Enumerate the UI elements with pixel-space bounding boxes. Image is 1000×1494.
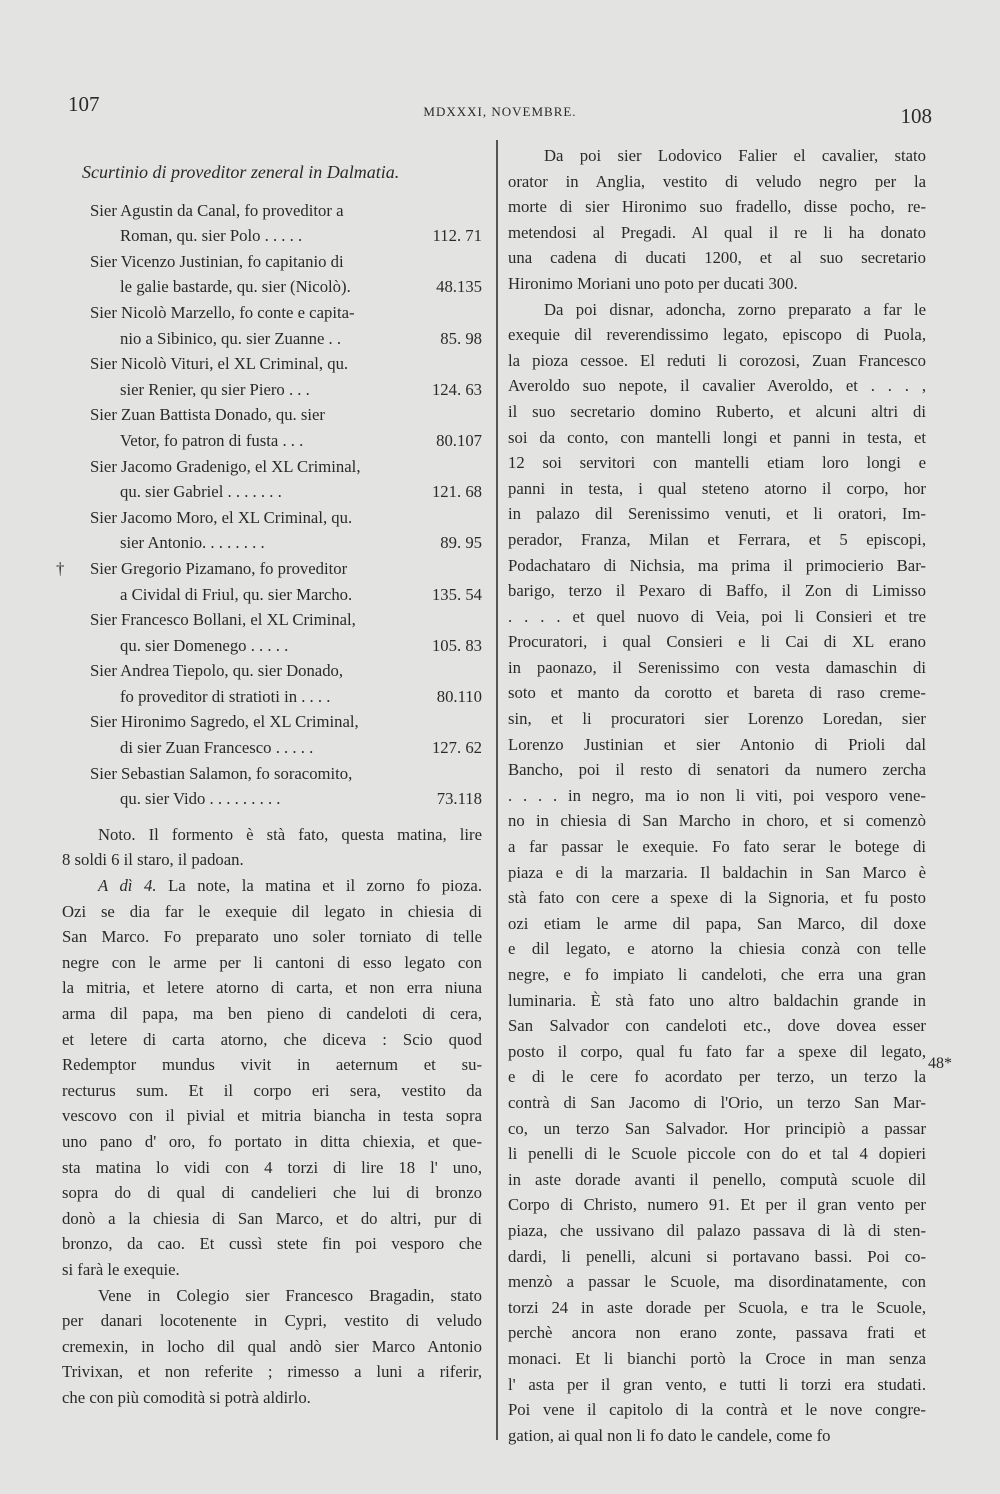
text-line: . . . . in negro, ma io non li viti, poi vesporo vene- (508, 785, 926, 805)
text-line: arma dil papa, ma ben pieno di candeloti di cera, (62, 1004, 482, 1023)
vote-count: 112. 71 (432, 226, 482, 246)
ballot-entry (62, 709, 482, 760)
text-line: in palazo dil Serenissimo venuti, et li oratori, Im- (508, 504, 926, 524)
text-line: li penelli di le Scuole piccole con do et tal 4 dopieri (508, 1144, 926, 1164)
candidate-name: Sier Francesco Bollani, el XL Criminal, (90, 610, 356, 630)
ballot-entry (56, 556, 482, 607)
vote-count: 80.110 (436, 686, 482, 706)
text-line: Vene in Colegio sier Francesco Bragadin, stato (98, 1285, 482, 1305)
candidate-detail: sier Antonio. . . . . . . . (120, 533, 265, 553)
vote-count: 121. 68 (431, 482, 482, 502)
vote-count: 89. 95 (440, 533, 482, 553)
text-line: perchè ancora non erano zonte, passava frati et (508, 1323, 926, 1343)
text-line: gation, ai qual non li fo dato le candele, come fo (508, 1425, 831, 1445)
vote-count: 127. 62 (431, 738, 482, 758)
text-line: che con più comodità si potrà aldirlo. (62, 1387, 311, 1407)
vote-count: 135. 54 (431, 584, 482, 604)
elected-mark: † (56, 558, 65, 578)
vote-count: 124. 63 (431, 379, 482, 399)
text-line: in aste dorade avanti il penello, computà scuole dil (508, 1169, 926, 1189)
text-line: Procuratori, i qual Consieri e li Cai di XL erano (508, 632, 926, 652)
text-line: la pioza cessoe. El reduti li corozosi, Zuan Francesco (508, 350, 926, 370)
text-line: morte di sier Hironimo suo fradello, disse pocho, re- (508, 197, 926, 217)
text-line: contrà di San Jacomo di l'Orio, un terzo San Mar- (508, 1092, 926, 1112)
ballot-entry (62, 658, 482, 709)
ballot-entry (62, 761, 482, 812)
text-line: San Marco. Fo preparato uno soler torniato di telle (62, 927, 482, 947)
ballot-entry (62, 454, 482, 505)
text-line: cremexin, in locho dil qual andò sier Marco Antonio (62, 1336, 482, 1356)
text-line: donò a la chiesia di San Marco, et do altri, pur di (62, 1208, 482, 1228)
vote-count: 80.107 (436, 430, 482, 450)
text-line: sopra do di qual di candelieri che lui di bronzo (62, 1183, 482, 1203)
text-line: piaza e di la marzaria. Il baldachin in San Marco è (508, 862, 926, 882)
text-line: Podachataro di Nichsia, ma prima il primocierio Bar- (508, 555, 926, 575)
text-line: soi da conto, con mantelli longi et panni in testa, et (508, 427, 926, 447)
candidate-name: Sier Sebastian Salamon, fo soracomito, (90, 763, 353, 783)
text-line: Ozi se dia far le exequie dil legato in chiesia di (62, 901, 482, 921)
text-line: la mitria, et letere atorno di carta, et non erra niuna (62, 978, 482, 998)
candidate-name: Sier Andrea Tiepolo, qu. sier Donado, (90, 661, 344, 681)
candidate-detail: Roman, qu. sier Polo . . . . . (120, 226, 303, 246)
text-line: Noto. Il formento è stà fato, questa matina, lire (98, 824, 482, 844)
text-line: il suo secretario domino Ruberto, et alcuni altri di (508, 401, 926, 421)
text-line: metendosi al Pregadi. Al qual il re li ha donato (508, 222, 926, 242)
falier-paragraph (508, 143, 926, 297)
ballot-entry (62, 249, 482, 300)
candidate-name: Sier Nicolò Marzello, fo conte e capita- (90, 302, 355, 322)
text-line: perador, Franza, Milan et Ferrara, et 5 episcopi, (508, 529, 926, 549)
right-column (508, 143, 926, 1448)
text-line: Redemptor mundus vivit in aeternum et su- (62, 1055, 482, 1075)
ballot-entry (62, 607, 482, 658)
vote-count: 48.135 (436, 277, 482, 297)
left-page-number: 107 (68, 92, 100, 116)
text-line: 12 soi servitori con mantelli etiam loro longi e (508, 453, 926, 473)
candidate-detail: nio a Sibinico, qu. sier Zuanne . . (120, 328, 342, 348)
candidate-detail: le galie bastarde, qu. sier (Nicolò). (120, 277, 351, 297)
ballot-entry (62, 300, 482, 351)
text-line: a far passar le exequie. Fo fato serar le botege di (508, 837, 926, 857)
text-line: Averoldo suo nepote, il cavalier Averoldo, et . . . , (508, 376, 926, 396)
text-line: Da poi sier Lodovico Falier el cavalier, stato (544, 146, 926, 165)
text-line: si farà le exequie. (62, 1259, 180, 1279)
vote-count: 85. 98 (440, 328, 482, 348)
text-line: Trivixan, et non referite ; rimesso a luni a riferir, (62, 1362, 482, 1382)
candidate-name: Sier Jacomo Moro, el XL Criminal, qu. (90, 507, 353, 527)
text-line: orator in Anglia, vestito di veludo negro per la (508, 171, 926, 191)
candidate-detail: qu. sier Domenego . . . . . (120, 635, 289, 655)
date-paragraph (62, 873, 482, 1283)
candidate-name: Sier Jacomo Gradenigo, el XL Criminal, (90, 456, 361, 476)
text-line: bronzo, da cao. Et cussì stete fin poi vesporo che (62, 1234, 482, 1254)
candidate-name: Sier Gregorio Pizamano, fo proveditor (90, 558, 348, 578)
text-line: A dì 4. La note, la matina et il zorno fo pioza. (98, 876, 483, 896)
text-line: panni in testa, i qual steteno atorno il corpo, hor (508, 478, 926, 498)
text-line: stà fato con cere a spexe di la Signoria, et fu posto (508, 888, 926, 908)
candidate-name: Sier Hironimo Sagredo, el XL Criminal, (90, 712, 359, 732)
text-line: posto il corpo, qual fu fato far a spexe dil legato, (508, 1041, 926, 1061)
date-lead: A dì 4. (98, 876, 157, 896)
note-paragraph (62, 822, 482, 873)
text-line: una cadena di ducati 1200, et al suo secretario (508, 248, 926, 268)
text-line: torzi 24 in aste dorade per Scuola, e tra le Scuole, (508, 1297, 926, 1317)
text-line: co, un terzo San Salvador. Hor principiò a passar (508, 1118, 926, 1138)
candidate-detail: qu. sier Vido . . . . . . . . . (120, 789, 281, 809)
text-line: dardi, li penelli, alcuni si portavano bassi. Poi co- (508, 1246, 926, 1266)
text-line: uno pano d' oro, fo portato in ditta chiexia, et que- (62, 1131, 482, 1151)
candidate-detail: sier Renier, qu sier Piero . . . (120, 379, 310, 399)
ballot-entry (62, 351, 482, 402)
vote-count: 105. 83 (431, 635, 482, 655)
text-line: Poi vene il capitolo di la contrà et le nove congre- (508, 1400, 926, 1420)
running-header: MDXXXI, NOVEMBRE. (423, 104, 577, 119)
ballot-entry (62, 505, 482, 556)
text-line: piaza, che ussivano dil palazo passava di là di sten- (508, 1220, 926, 1240)
section-title: Scurtinio di proveditor zeneral in Dalmatia. (82, 162, 400, 182)
text-line: Corpo di Christo, numero 91. Et per il gran vento per (508, 1195, 926, 1215)
text-line: negre con le arme per li cantoni di esso legato con (62, 952, 482, 972)
text-line: exequie dil reverendissimo legato, episcopo di Puola, (508, 325, 926, 345)
candidate-detail: di sier Zuan Francesco . . . . . (120, 738, 314, 758)
text-line: per danari locotenente in Cypri, vestito di veludo (62, 1311, 482, 1331)
text-line: barigo, terzo il Pexaro di Baffo, il Zon di Limisso (508, 581, 926, 601)
ballot-entry (62, 198, 482, 249)
text-line: l' asta per il gran vento, e tutti li torzi era studati. (508, 1374, 926, 1394)
text-line: monaci. Et li bianchi portò la Croce in man senza (508, 1348, 926, 1368)
text-line: Lorenzo Justinian et sier Antonio di Prioli dal (508, 734, 926, 754)
ballot-entry (62, 402, 482, 453)
text-line: no in chiesia di San Marcho in choro, et si comenzò (508, 811, 926, 831)
text-line: et letere di carta atorno, che diceva : Scio quod (62, 1029, 482, 1049)
text-line: San Salvador con candeloti etc., dove dovea esser (508, 1016, 926, 1036)
candidate-name: Sier Nicolò Vituri, el XL Criminal, qu. (90, 354, 349, 374)
text-line: vescovo con il pivial et mitria biancha in testa sopra (62, 1106, 482, 1126)
candidate-detail: Vetor, fo patron di fusta . . . (120, 430, 304, 450)
candidate-name: Sier Agustin da Canal, fo proveditor a (90, 200, 344, 220)
text-line: negre, e fo impiato li candeloti, che erra una gran (508, 965, 926, 984)
text-line: e di le cere fo acordato per terzo, un terzo la (508, 1067, 926, 1087)
column-divider (496, 140, 498, 1440)
right-page-number: 108 (900, 104, 932, 128)
exequie-paragraph (508, 297, 926, 1449)
text-line: Da poi disnar, adoncha, zorno preparato a far le (544, 299, 926, 319)
candidate-detail: fo proveditor di stratioti in . . . . (120, 686, 331, 706)
candidate-detail: a Cividal di Friul, qu. sier Marcho. (120, 584, 353, 604)
vote-count: 73.118 (436, 789, 482, 809)
text-line: 8 soldi 6 il staro, il padoan. (62, 850, 244, 870)
text-line: Bancho, poi il resto di senatori da numero zercha (508, 760, 926, 780)
text-line: Hironimo Moriani uno poto per ducati 300. (508, 273, 798, 293)
text-line: in paonazo, il Serenissimo con vesta damaschin di (508, 657, 926, 677)
text-line: ozi etiam le arme dil papa, San Marco, dil doxe (508, 913, 926, 933)
text-line: . . . . et quel nuovo di Veia, poi li Consieri et tre (508, 606, 926, 626)
ballot-list (56, 198, 482, 812)
text-line: e dil legato, e atorno la chiesia conzà con telle (508, 939, 926, 959)
text-line: soto et manto da corotto et bareta di raso creme- (508, 683, 926, 703)
text-line: luminaria. È stà fato uno altro baldachin grande in (508, 990, 926, 1010)
candidate-name: Sier Vicenzo Justinian, fo capitanio di (90, 251, 344, 271)
text-line: sta matina lo vidi con 4 torzi di lire 18 l' uno, (62, 1157, 482, 1177)
text-line: menzò a passar le Scuole, ma disordinatamente, con (508, 1272, 926, 1292)
left-column (56, 160, 483, 1411)
colegio-paragraph (62, 1283, 482, 1411)
text-line: recturus sum. Et il corpo eri sera, vestito da (62, 1080, 482, 1100)
text-line: sin, et li procuratori sier Lorenzo Loredan, sier (508, 709, 926, 729)
candidate-name: Sier Zuan Battista Donado, qu. sier (90, 405, 325, 425)
margin-note: 48* (928, 1055, 952, 1072)
candidate-detail: qu. sier Gabriel . . . . . . . (120, 482, 282, 502)
